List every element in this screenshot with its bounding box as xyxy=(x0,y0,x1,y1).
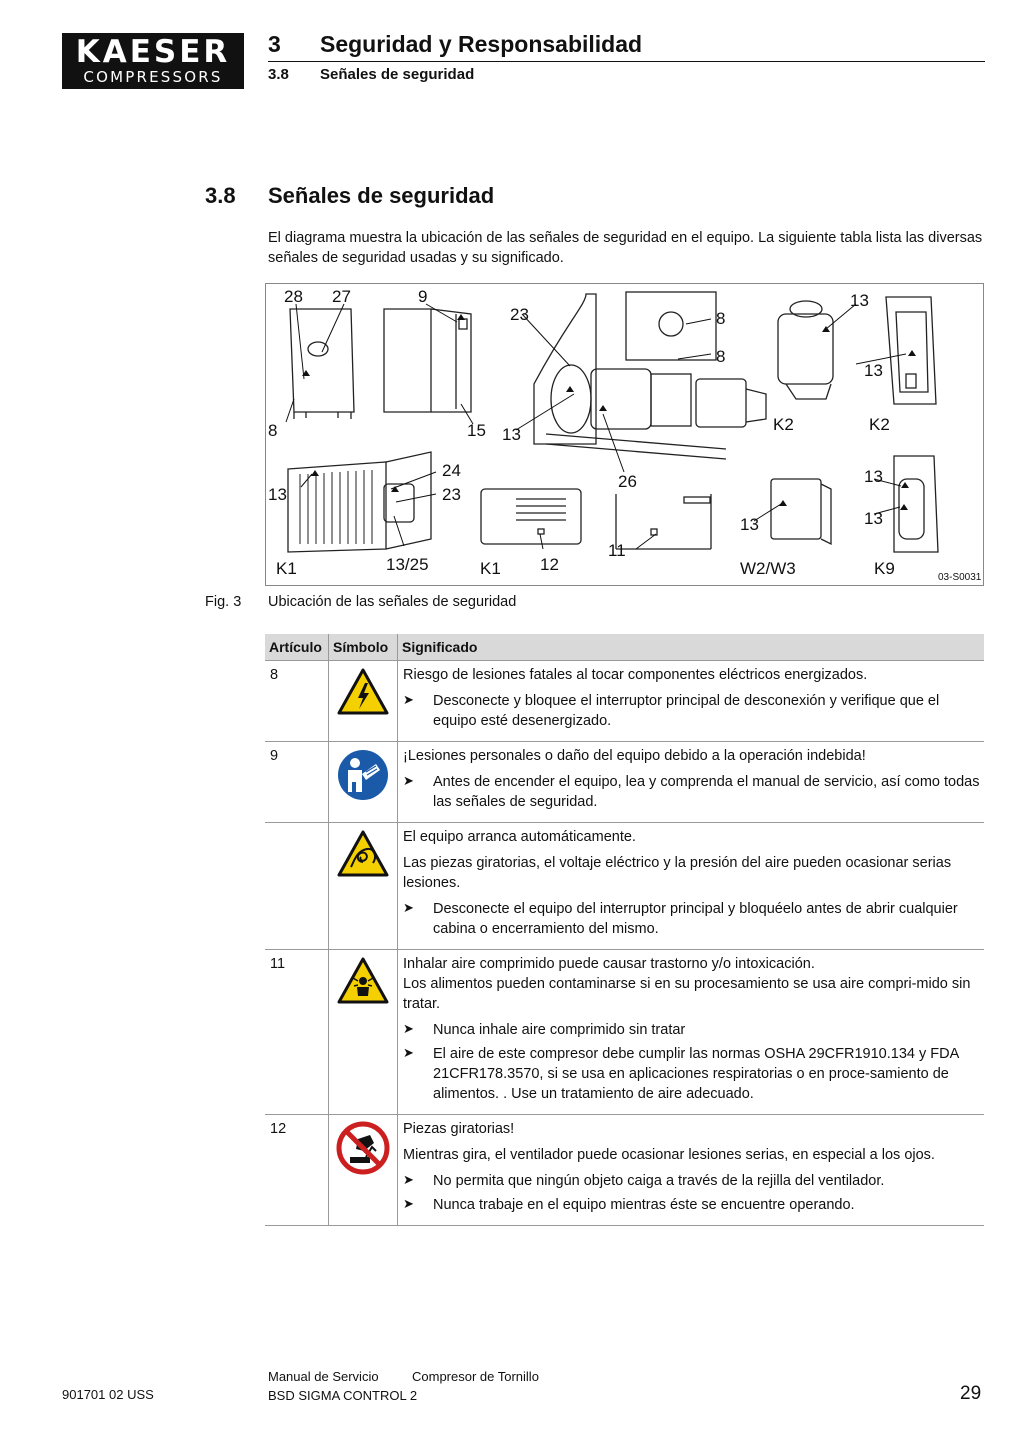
callout-label: 26 xyxy=(618,472,637,491)
logo-subtitle: COMPRESSORS xyxy=(83,68,223,86)
kaeser-logo xyxy=(62,33,244,89)
symbol-cell xyxy=(329,823,398,950)
intro-paragraph: El diagrama muestra la ubicación de las señales de seguridad en el equipo. La siguiente tabla lista las diversas señales de seguridad usadas y su significado. xyxy=(268,230,983,266)
table-row xyxy=(265,1115,984,1226)
callout-label: 13/25 xyxy=(386,555,429,574)
callout-label: 13 xyxy=(864,361,883,380)
safety-sign-location-figure xyxy=(265,283,984,586)
action-step: ➤ Desconecte y bloquee el interruptor principal de desconexión y verifique que el equipo esté desenergizado. xyxy=(403,691,980,731)
header-rule xyxy=(268,61,985,62)
no-reaching-fan-icon xyxy=(336,1121,390,1175)
electric-hazard-icon xyxy=(336,667,390,717)
item-number: 9 xyxy=(265,742,329,823)
safety-signs-table xyxy=(265,634,984,1226)
callout-label: 11 xyxy=(608,541,626,560)
meaning-cell xyxy=(398,661,985,742)
callout-label: 27 xyxy=(332,287,351,306)
callout-label: 8 xyxy=(268,421,278,440)
unit-label: K9 xyxy=(874,559,895,578)
callout-label: 28 xyxy=(284,287,303,306)
callout-label: 15 xyxy=(467,421,486,440)
table-row xyxy=(265,950,984,1115)
footer-product: Compresor de Tornillo xyxy=(412,1369,539,1384)
chapter-number: 3 xyxy=(268,31,281,57)
unit-label: W2/W3 xyxy=(740,559,796,578)
meaning-text: Piezas giratorias! xyxy=(403,1121,515,1137)
symbol-cell xyxy=(329,742,398,823)
meaning-text: Mientras gira, el ventilador puede ocasionar lesiones serias, en especial a los ojos. xyxy=(403,1147,935,1163)
action-step: ➤ Antes de encender el equipo, lea y comprenda el manual de servicio, así como todas las señales de seguridad. xyxy=(403,772,980,812)
meaning-cell xyxy=(398,742,985,823)
header-section-title: Señales de seguridad xyxy=(320,66,475,83)
action-step: ➤ El aire de este compresor debe cumplir las normas OSHA 29CFR1910.134 y FDA 21CFR178.3570, si se usa en aplicaciones respiratorias o en proce-samiento de alimentos. . Use un tratamiento de aire adecuado. xyxy=(403,1044,980,1104)
figure-caption: Ubicación de las señales de seguridad xyxy=(268,594,517,610)
meaning-text: El equipo arranca automáticamente. xyxy=(403,829,636,845)
item-number: 12 xyxy=(265,1115,329,1226)
meaning-cell xyxy=(398,950,985,1115)
table-header-row xyxy=(265,634,984,661)
section-number: 3.8 xyxy=(205,183,236,208)
page-number: 29 xyxy=(960,1383,982,1404)
meaning-text: Inhalar aire comprimido puede causar trastorno y/o intoxicación. Los alimentos pueden contaminarse si en su procesamiento se usa aire compri-mido sin tratar. xyxy=(403,956,971,1012)
callout-label: 13 xyxy=(502,425,521,444)
table-row xyxy=(265,661,984,742)
callout-label: K2 xyxy=(869,415,890,434)
table-row xyxy=(265,742,984,823)
callout-label: 13 xyxy=(850,291,869,310)
compressed-air-hazard-icon xyxy=(336,956,390,1006)
callout-label: 13 xyxy=(740,515,759,534)
callout-label: 24 xyxy=(442,461,461,480)
callout-label: 9 xyxy=(418,287,428,306)
column-header-symbol: Símbolo xyxy=(329,634,398,661)
symbol-cell xyxy=(329,1115,398,1226)
chapter-title: Seguridad y Responsabilidad xyxy=(320,31,643,57)
meaning-text: Las piezas giratorias, el voltaje eléctrico y la presión del aire pueden ocasionar serias lesiones. xyxy=(403,855,952,891)
unit-label: K1 xyxy=(276,559,297,578)
footer-manual: Manual de Servicio xyxy=(268,1369,379,1384)
callout-label: 23 xyxy=(510,305,529,324)
action-step: ➤ No permita que ningún objeto caiga a través de la rejilla del ventilador. xyxy=(403,1171,980,1191)
item-number xyxy=(265,823,329,950)
figure-number: Fig. 3 xyxy=(205,594,242,610)
unit-label: K1 xyxy=(480,559,501,578)
footer-model: BSD SIGMA CONTROL 2 xyxy=(268,1388,418,1403)
callout-label: 23 xyxy=(442,485,461,504)
symbol-cell xyxy=(329,661,398,742)
callout-label: K2 xyxy=(773,415,794,434)
action-step: ➤ Nunca inhale aire comprimido sin tratar xyxy=(403,1020,980,1040)
automatic-start-icon xyxy=(336,829,390,879)
section-title: Señales de seguridad xyxy=(268,183,495,208)
item-number: 11 xyxy=(265,950,329,1115)
meaning-text: Riesgo de lesiones fatales al tocar componentes eléctricos energizados. xyxy=(403,667,868,683)
action-step: ➤ Nunca trabaje en el equipo mientras éste se encuentre operando. xyxy=(403,1195,980,1215)
item-number: 8 xyxy=(265,661,329,742)
header-section-number: 3.8 xyxy=(268,66,289,83)
meaning-cell xyxy=(398,823,985,950)
compressor-drawing xyxy=(266,284,985,587)
meaning-cell xyxy=(398,1115,985,1226)
figure-code: 03-S0031 xyxy=(938,572,982,583)
document-number: 901701 02 USS xyxy=(62,1387,154,1402)
callout-label: 8 xyxy=(716,309,726,328)
column-header-item: Artículo xyxy=(265,634,329,661)
action-step: ➤ Desconecte el equipo del interruptor principal y bloquéelo antes de abrir cualquier cabina o encerramiento del mismo. xyxy=(403,899,980,939)
symbol-cell xyxy=(329,950,398,1115)
logo-wordmark: KAESER xyxy=(75,34,231,70)
meaning-text: ¡Lesiones personales o daño del equipo debido a la operación indebida! xyxy=(403,748,866,764)
callout-label: 13 xyxy=(864,467,883,486)
callout-label: 12 xyxy=(540,555,559,574)
callout-label: 8 xyxy=(716,347,726,366)
table-row xyxy=(265,823,984,950)
callout-label: 13 xyxy=(268,485,287,504)
column-header-meaning: Significado xyxy=(398,634,985,661)
read-manual-icon xyxy=(336,748,390,802)
callout-label: 13 xyxy=(864,509,883,528)
